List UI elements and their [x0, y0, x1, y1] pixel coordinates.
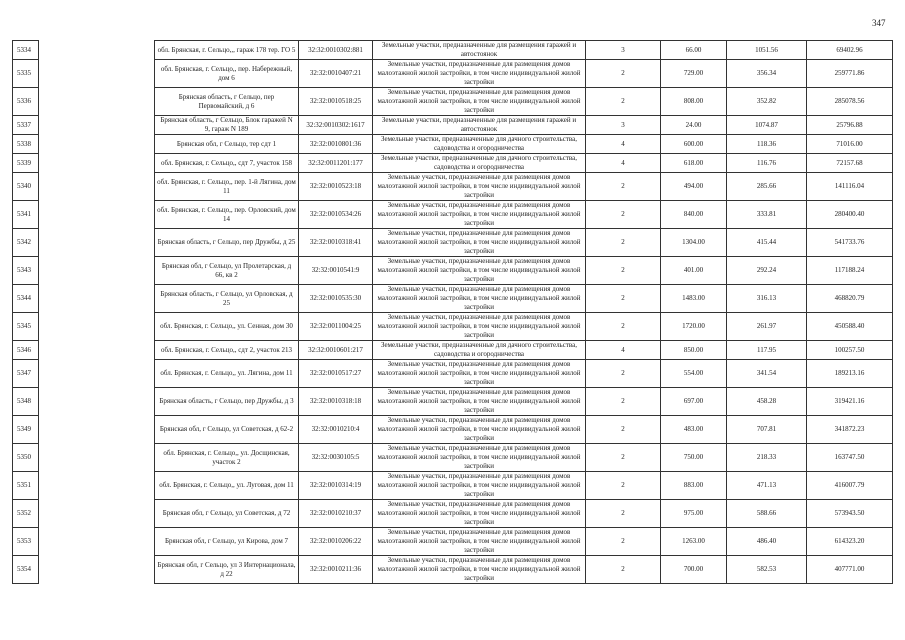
address-cell: обл. Брянская, г. Сельцо,, сдт 2, участок 213: [155, 341, 299, 360]
category-cell: 2: [586, 60, 661, 88]
land-use-cell: Земельные участки, предназначенные для размещения домов малоэтажной жилой застройки, в том числе индивидуальной жилой застройки: [373, 229, 586, 257]
category-cell: 4: [586, 135, 661, 154]
cadastral-number-cell: 32:32:0011004:25: [299, 313, 373, 341]
table-row: [13, 388, 893, 416]
spacer: [39, 313, 155, 341]
land-use-cell: Земельные участки, предназначенные для размещения домов малоэтажной жилой застройки, в том числе индивидуальной жилой застройки: [373, 173, 586, 201]
unit-price-cell: 116.76: [727, 154, 807, 173]
land-use-cell: Земельные участки, предназначенные для размещения гаражей и автостоянок: [373, 41, 586, 60]
row-number: 5334: [13, 41, 39, 60]
area-cell: 700.00: [661, 556, 727, 584]
table-row: [13, 173, 893, 201]
address-cell: Брянская обл, г Сельцо, ул Кирова, дом 7: [155, 528, 299, 556]
category-cell: 2: [586, 313, 661, 341]
area-cell: 729.00: [661, 60, 727, 88]
land-use-cell: Земельные участки, предназначенные для размещения домов малоэтажной жилой застройки, в том числе индивидуальной жилой застройки: [373, 285, 586, 313]
address-cell: Брянская область, г Сельцо, пер Первомайский, д 6: [155, 88, 299, 116]
land-use-cell: Земельные участки, предназначенные для дачного строительства, садоводства и огородничества: [373, 135, 586, 154]
row-number: 5348: [13, 388, 39, 416]
category-cell: 2: [586, 388, 661, 416]
address-cell: Брянская обл, г Сельцо, ул Советская, д 62-2: [155, 416, 299, 444]
area-cell: 1263.00: [661, 528, 727, 556]
cadastral-number-cell: 32:32:0010210:37: [299, 500, 373, 528]
category-cell: 2: [586, 360, 661, 388]
address-cell: Брянская область, г Сельцо, пер Дружбы, д 3: [155, 388, 299, 416]
area-cell: 600.00: [661, 135, 727, 154]
land-use-cell: Земельные участки, предназначенные для размещения домов малоэтажной жилой застройки, в том числе индивидуальной жилой застройки: [373, 444, 586, 472]
unit-price-cell: 333.81: [727, 201, 807, 229]
land-use-cell: Земельные участки, предназначенные для размещения гаражей и автостоянок: [373, 116, 586, 135]
area-cell: 975.00: [661, 500, 727, 528]
spacer: [39, 116, 155, 135]
cadastral-value-cell: 71016.00: [807, 135, 893, 154]
row-number: 5350: [13, 444, 39, 472]
spacer: [39, 360, 155, 388]
unit-price-cell: 588.66: [727, 500, 807, 528]
unit-price-cell: 292.24: [727, 257, 807, 285]
row-number: 5351: [13, 472, 39, 500]
row-number: 5354: [13, 556, 39, 584]
row-number: 5344: [13, 285, 39, 313]
cadastral-value-cell: 541733.76: [807, 229, 893, 257]
table-row: [13, 341, 893, 360]
spacer: [39, 201, 155, 229]
address-cell: Брянская обл, г Сельцо, ул Пролетарская, д 66, кв 2: [155, 257, 299, 285]
cadastral-number-cell: 32:32:0010523:18: [299, 173, 373, 201]
unit-price-cell: 316.13: [727, 285, 807, 313]
address-cell: обл. Брянская, г. Сельцо,, пер. 1-й Лягина, дом 11: [155, 173, 299, 201]
land-use-cell: Земельные участки, предназначенные для размещения домов малоэтажной жилой застройки, в том числе индивидуальной жилой застройки: [373, 313, 586, 341]
spacer: [39, 88, 155, 116]
area-cell: 24.00: [661, 116, 727, 135]
address-cell: обл. Брянская, г. Сельцо,, ул. Лягина, дом 11: [155, 360, 299, 388]
row-number: 5346: [13, 341, 39, 360]
land-use-cell: Земельные участки, предназначенные для размещения домов малоэтажной жилой застройки, в том числе индивидуальной жилой застройки: [373, 500, 586, 528]
cadastral-number-cell: 32:32:0010517:27: [299, 360, 373, 388]
address-cell: Брянская область, г Сельцо, Блок гаражей N 9, гараж N 189: [155, 116, 299, 135]
cadastral-number-cell: 32:32:0030105:5: [299, 444, 373, 472]
table-row: [13, 135, 893, 154]
category-cell: 2: [586, 88, 661, 116]
unit-price-cell: 261.97: [727, 313, 807, 341]
spacer: [39, 528, 155, 556]
land-use-cell: Земельные участки, предназначенные для дачного строительства, садоводства и огородничества: [373, 154, 586, 173]
table-row: [13, 313, 893, 341]
address-cell: обл. Брянская, г. Сельцо,, пер. Орловский, дом 14: [155, 201, 299, 229]
area-cell: 850.00: [661, 341, 727, 360]
cadastral-number-cell: 32:32:0010318:18: [299, 388, 373, 416]
spacer: [39, 556, 155, 584]
cadastral-value-cell: 72157.68: [807, 154, 893, 173]
cadastral-number-cell: 32:32:0010211:36: [299, 556, 373, 584]
cadastral-number-cell: 32:32:0011201:177: [299, 154, 373, 173]
table-row: [13, 360, 893, 388]
spacer: [39, 444, 155, 472]
category-cell: 2: [586, 472, 661, 500]
category-cell: 4: [586, 341, 661, 360]
address-cell: обл. Брянская, г. Сельцо,, ул. Досщинская, участок 2: [155, 444, 299, 472]
unit-price-cell: 118.36: [727, 135, 807, 154]
spacer: [39, 341, 155, 360]
spacer: [39, 173, 155, 201]
table-row: [13, 201, 893, 229]
row-number: 5347: [13, 360, 39, 388]
land-use-cell: Земельные участки, предназначенные для размещения домов малоэтажной жилой застройки, в том числе индивидуальной жилой застройки: [373, 360, 586, 388]
cadastral-number-cell: 32:32:0010535:30: [299, 285, 373, 313]
unit-price-cell: 582.53: [727, 556, 807, 584]
unit-price-cell: 471.13: [727, 472, 807, 500]
area-cell: 401.00: [661, 257, 727, 285]
category-cell: 2: [586, 416, 661, 444]
unit-price-cell: 458.28: [727, 388, 807, 416]
cadastral-value-cell: 573943.50: [807, 500, 893, 528]
cadastral-value-cell: 117188.24: [807, 257, 893, 285]
cadastral-number-cell: 32:32:0010302:1617: [299, 116, 373, 135]
address-cell: Брянская обл, г Сельцо, ул 3 Интернационала, д 22: [155, 556, 299, 584]
cadastral-number-cell: 32:32:0010534:26: [299, 201, 373, 229]
land-use-cell: Земельные участки, предназначенные для размещения домов малоэтажной жилой застройки, в том числе индивидуальной жилой застройки: [373, 528, 586, 556]
cadastral-number-cell: 32:32:0010206:22: [299, 528, 373, 556]
table-row: [13, 500, 893, 528]
row-number: 5340: [13, 173, 39, 201]
land-use-cell: Земельные участки, предназначенные для размещения домов малоэтажной жилой застройки, в том числе индивидуальной жилой застройки: [373, 257, 586, 285]
area-cell: 808.00: [661, 88, 727, 116]
category-cell: 2: [586, 528, 661, 556]
address-cell: Брянская область, г Сельцо, пер Дружбы, д 25: [155, 229, 299, 257]
land-use-cell: Земельные участки, предназначенные для размещения домов малоэтажной жилой застройки, в том числе индивидуальной жилой застройки: [373, 60, 586, 88]
cadastral-value-cell: 468820.79: [807, 285, 893, 313]
area-cell: 1720.00: [661, 313, 727, 341]
cadastral-value-cell: 416007.79: [807, 472, 893, 500]
cadastral-value-cell: 319421.16: [807, 388, 893, 416]
cadastral-number-cell: 32:32:0010541:9: [299, 257, 373, 285]
table-row: [13, 229, 893, 257]
unit-price-cell: 218.33: [727, 444, 807, 472]
cadastral-value-cell: 163747.50: [807, 444, 893, 472]
spacer: [39, 388, 155, 416]
table-row: [13, 472, 893, 500]
area-cell: 66.00: [661, 41, 727, 60]
spacer: [39, 285, 155, 313]
area-cell: 494.00: [661, 173, 727, 201]
spacer: [39, 60, 155, 88]
table-row: [13, 556, 893, 584]
category-cell: 2: [586, 229, 661, 257]
area-cell: 1483.00: [661, 285, 727, 313]
unit-price-cell: 1051.56: [727, 41, 807, 60]
category-cell: 2: [586, 285, 661, 313]
area-cell: 618.00: [661, 154, 727, 173]
table-row: [13, 528, 893, 556]
unit-price-cell: 117.95: [727, 341, 807, 360]
land-use-cell: Земельные участки, предназначенные для размещения домов малоэтажной жилой застройки, в том числе индивидуальной жилой застройки: [373, 388, 586, 416]
spacer: [39, 472, 155, 500]
unit-price-cell: 1074.87: [727, 116, 807, 135]
cadastral-value-cell: 450588.40: [807, 313, 893, 341]
cadastral-number-cell: 32:32:0010318:41: [299, 229, 373, 257]
address-cell: обл. Брянская, г. Сельцо,, сдт 7, участок 158: [155, 154, 299, 173]
cadastral-value-cell: 280400.40: [807, 201, 893, 229]
category-cell: 3: [586, 41, 661, 60]
spacer: [39, 135, 155, 154]
unit-price-cell: 352.82: [727, 88, 807, 116]
table-row: [13, 41, 893, 60]
land-use-cell: Земельные участки, предназначенные для размещения домов малоэтажной жилой застройки, в том числе индивидуальной жилой застройки: [373, 201, 586, 229]
land-use-cell: Земельные участки, предназначенные для размещения домов малоэтажной жилой застройки, в том числе индивидуальной жилой застройки: [373, 472, 586, 500]
area-cell: 697.00: [661, 388, 727, 416]
table-row: [13, 88, 893, 116]
cadastral-value-cell: 69402.96: [807, 41, 893, 60]
row-number: 5352: [13, 500, 39, 528]
land-use-cell: Земельные участки, предназначенные для размещения домов малоэтажной жилой застройки, в том числе индивидуальной жилой застройки: [373, 88, 586, 116]
land-plots-table: [12, 40, 893, 584]
page-number: 347: [872, 18, 886, 28]
table-row: [13, 116, 893, 135]
table-row: [13, 416, 893, 444]
category-cell: 2: [586, 201, 661, 229]
row-number: 5349: [13, 416, 39, 444]
cadastral-number-cell: 32:32:0010801:36: [299, 135, 373, 154]
land-use-cell: Земельные участки, предназначенные для дачного строительства, садоводства и огородничества: [373, 341, 586, 360]
area-cell: 1304.00: [661, 229, 727, 257]
area-cell: 840.00: [661, 201, 727, 229]
cadastral-value-cell: 614323.20: [807, 528, 893, 556]
table-row: [13, 154, 893, 173]
address-cell: обл. Брянская, г. Сельцо,,, гараж 178 тер. ГО 5: [155, 41, 299, 60]
table-row: [13, 285, 893, 313]
address-cell: обл. Брянская, г. Сельцо,, ул. Сенная, дом 30: [155, 313, 299, 341]
spacer: [39, 41, 155, 60]
table-row: [13, 60, 893, 88]
spacer: [39, 500, 155, 528]
table-body: [13, 41, 893, 584]
area-cell: 483.00: [661, 416, 727, 444]
category-cell: 2: [586, 257, 661, 285]
unit-price-cell: 415.44: [727, 229, 807, 257]
spacer: [39, 229, 155, 257]
cadastral-value-cell: 407771.00: [807, 556, 893, 584]
address-cell: обл. Брянская, г. Сельцо,, ул. Луговая, дом 11: [155, 472, 299, 500]
cadastral-value-cell: 341872.23: [807, 416, 893, 444]
cadastral-number-cell: 32:32:0010518:25: [299, 88, 373, 116]
row-number: 5336: [13, 88, 39, 116]
category-cell: 2: [586, 500, 661, 528]
unit-price-cell: 285.66: [727, 173, 807, 201]
cadastral-number-cell: 32:32:0010601:217: [299, 341, 373, 360]
row-number: 5345: [13, 313, 39, 341]
table-row: [13, 444, 893, 472]
unit-price-cell: 356.34: [727, 60, 807, 88]
address-cell: обл. Брянская, г. Сельцо,, пер. Набережный, дом 6: [155, 60, 299, 88]
row-number: 5353: [13, 528, 39, 556]
cadastral-value-cell: 100257.50: [807, 341, 893, 360]
spacer: [39, 257, 155, 285]
row-number: 5341: [13, 201, 39, 229]
category-cell: 2: [586, 444, 661, 472]
area-cell: 554.00: [661, 360, 727, 388]
category-cell: 4: [586, 154, 661, 173]
address-cell: Брянская обл, г Сельцо, тер сдт 1: [155, 135, 299, 154]
table-row: [13, 257, 893, 285]
address-cell: Брянская область, г Сельцо, ул Орловская, д 25: [155, 285, 299, 313]
cadastral-value-cell: 189213.16: [807, 360, 893, 388]
cadastral-number-cell: 32:32:0010314:19: [299, 472, 373, 500]
row-number: 5343: [13, 257, 39, 285]
row-number: 5339: [13, 154, 39, 173]
category-cell: 2: [586, 556, 661, 584]
category-cell: 2: [586, 173, 661, 201]
unit-price-cell: 707.81: [727, 416, 807, 444]
row-number: 5335: [13, 60, 39, 88]
unit-price-cell: 486.40: [727, 528, 807, 556]
cadastral-number-cell: 32:32:0010210:4: [299, 416, 373, 444]
row-number: 5342: [13, 229, 39, 257]
cadastral-number-cell: 32:32:0010407:21: [299, 60, 373, 88]
area-cell: 883.00: [661, 472, 727, 500]
land-use-cell: Земельные участки, предназначенные для размещения домов малоэтажной жилой застройки, в том числе индивидуальной жилой застройки: [373, 416, 586, 444]
spacer: [39, 416, 155, 444]
area-cell: 750.00: [661, 444, 727, 472]
cadastral-value-cell: 25796.88: [807, 116, 893, 135]
row-number: 5337: [13, 116, 39, 135]
spacer: [39, 154, 155, 173]
land-use-cell: Земельные участки, предназначенные для размещения домов малоэтажной жилой застройки, в том числе индивидуальной жилой застройки: [373, 556, 586, 584]
cadastral-number-cell: 32:32:0010302:881: [299, 41, 373, 60]
unit-price-cell: 341.54: [727, 360, 807, 388]
row-number: 5338: [13, 135, 39, 154]
cadastral-value-cell: 285078.56: [807, 88, 893, 116]
category-cell: 3: [586, 116, 661, 135]
cadastral-value-cell: 141116.04: [807, 173, 893, 201]
cadastral-value-cell: 259771.86: [807, 60, 893, 88]
address-cell: Брянская обл, г Сельцо, ул Советская, д 72: [155, 500, 299, 528]
